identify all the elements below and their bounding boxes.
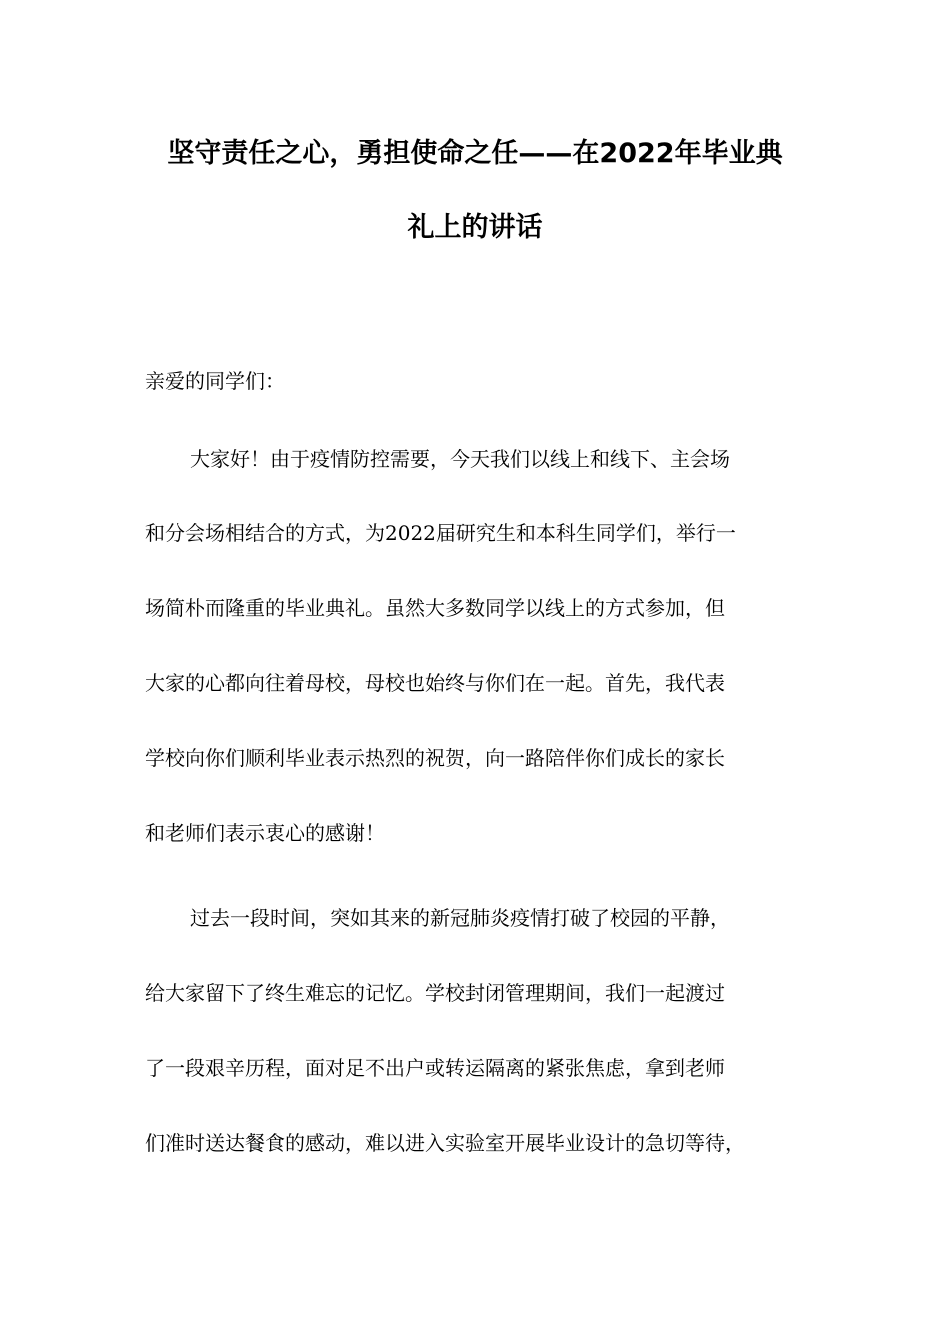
paragraph-line: 过去一段时间，突如其来的新冠肺炎疫情打破了校园的平静， — [190, 906, 730, 930]
document-title-line-2: 礼上的讲话 — [407, 212, 543, 243]
paragraph-line: 大家的心都向往着母校，母校也始终与你们在一起。首先，我代表 — [145, 671, 725, 695]
paragraph-line: 和分会场相结合的方式，为2022届研究生和本科生同学们，举行一 — [145, 521, 736, 545]
salutation: 亲爱的同学们： — [145, 369, 285, 393]
paragraph-line: 大家好！由于疫情防控需要，今天我们以线上和线下、主会场 — [190, 447, 730, 471]
paragraph-line: 场简朴而隆重的毕业典礼。虽然大多数同学以线上的方式参加，但 — [145, 596, 725, 620]
paragraph-line: 学校向你们顺利毕业表示热烈的祝贺，向一路陪伴你们成长的家长 — [145, 746, 725, 770]
paragraph-line: 们准时送达餐食的感动，难以进入实验室开展毕业设计的急切等待， — [145, 1131, 745, 1155]
document-title-line-1: 坚守责任之心，勇担使命之任——在2022年毕业典 — [167, 138, 783, 169]
paragraph-line: 给大家留下了终生难忘的记忆。学校封闭管理期间，我们一起渡过 — [145, 981, 725, 1005]
paragraph-line: 和老师们表示衷心的感谢！ — [145, 821, 385, 845]
paragraph-line: 了一段艰辛历程，面对足不出户或转运隔离的紧张焦虑，拿到老师 — [145, 1056, 725, 1080]
